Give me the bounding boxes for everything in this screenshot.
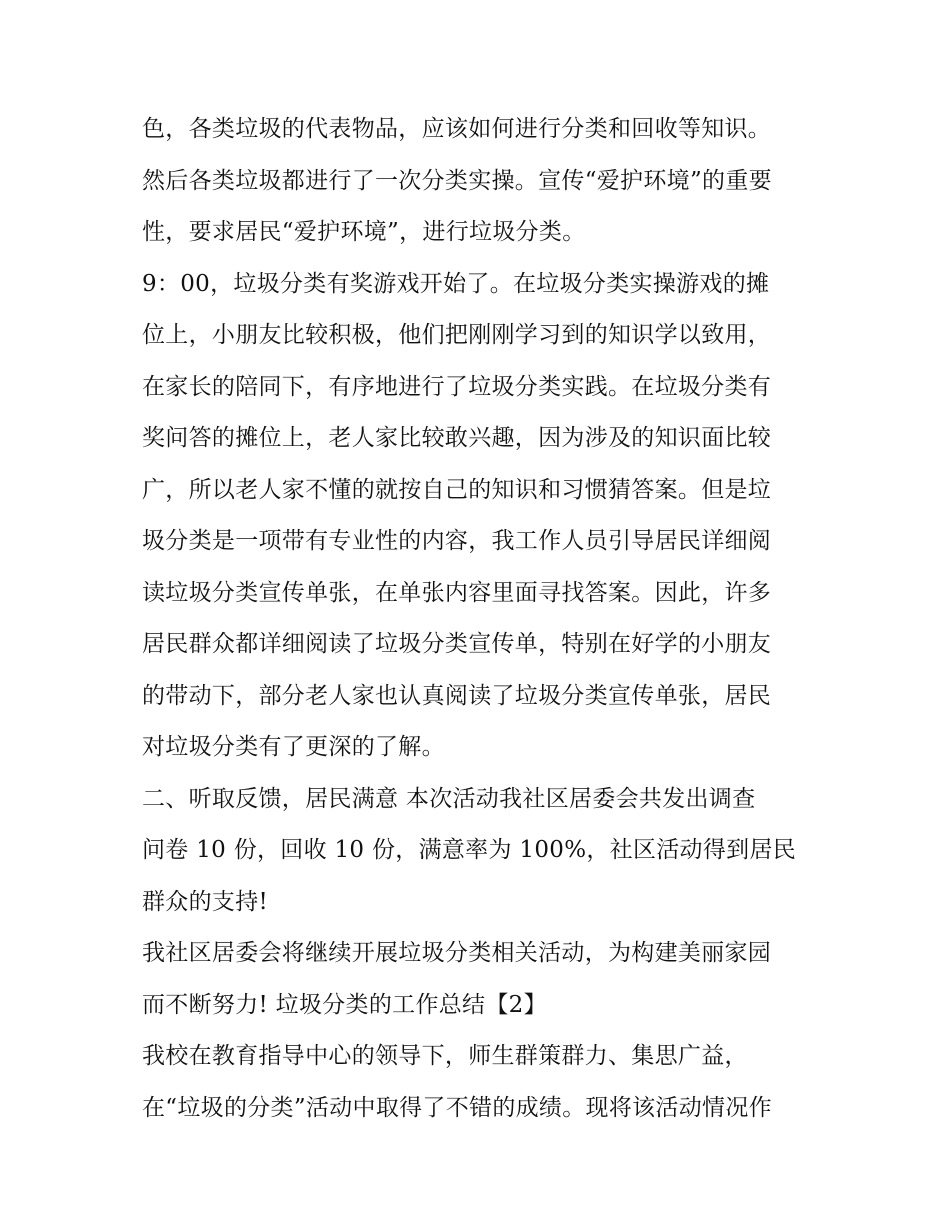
text-line: 圾分类是一项带有专业性的内容，我工作人员引导居民详细阅: [142, 528, 772, 554]
text-line: 对垃圾分类有了更深的了解。: [142, 734, 445, 760]
text-line: 群众的支持!: [142, 888, 269, 915]
text-line: 的带动下，部分老人家也认真阅读了垃圾分类宣传单张，居民: [142, 682, 772, 709]
text-line: 然后各类垃圾都进行了一次分类实操。宣传“爱护环境”的重要: [142, 167, 772, 194]
text-line: 问卷 10 份，回收 10 份，满意率为 100%，社区活动得到居民: [142, 837, 797, 863]
text-line: 9：00，垃圾分类有奖游戏开始了。在垃圾分类实操游戏的摊: [142, 270, 770, 297]
text-line: 广，所以老人家不懂的就按自己的知识和习惯猜答案。但是垃: [142, 476, 772, 503]
text-line: 居民群众都详细阅读了垃圾分类宣传单，特别在好学的小朋友: [142, 631, 772, 657]
text-line: 我社区居委会将继续开展垃圾分类相关活动，为构建美丽家园: [142, 940, 772, 966]
text-line: 二、听取反馈，居民满意 本次活动我社区居委会共发出调查: [142, 785, 756, 812]
text-line: 在“垃圾的分类”活动中取得了不错的成绩。现将该活动情况作: [142, 1094, 772, 1121]
text-line: 读垃圾分类宣传单张，在单张内容里面寻找答案。因此，许多: [142, 579, 772, 606]
body-text: [142, 104, 822, 1134]
text-line: 位上，小朋友比较积极，他们把刚刚学习到的知识学以致用，: [142, 322, 772, 348]
text-line: 在家长的陪同下，有序地进行了垃圾分类实践。在垃圾分类有: [142, 373, 772, 400]
text-line: 性，要求居民“爱护环境”，进行垃圾分类。: [142, 219, 586, 245]
text-line: 而不断努力! 垃圾分类的工作总结【2】: [142, 991, 547, 1018]
text-line: 色，各类垃圾的代表物品，应该如何进行分类和回收等知识。: [142, 116, 772, 142]
text-line: 我校在教育指导中心的领导下，师生群策群力、集思广益，: [142, 1043, 748, 1069]
text-line: 奖问答的摊位上，老人家比较敢兴趣，因为涉及的知识面比较: [142, 425, 772, 451]
